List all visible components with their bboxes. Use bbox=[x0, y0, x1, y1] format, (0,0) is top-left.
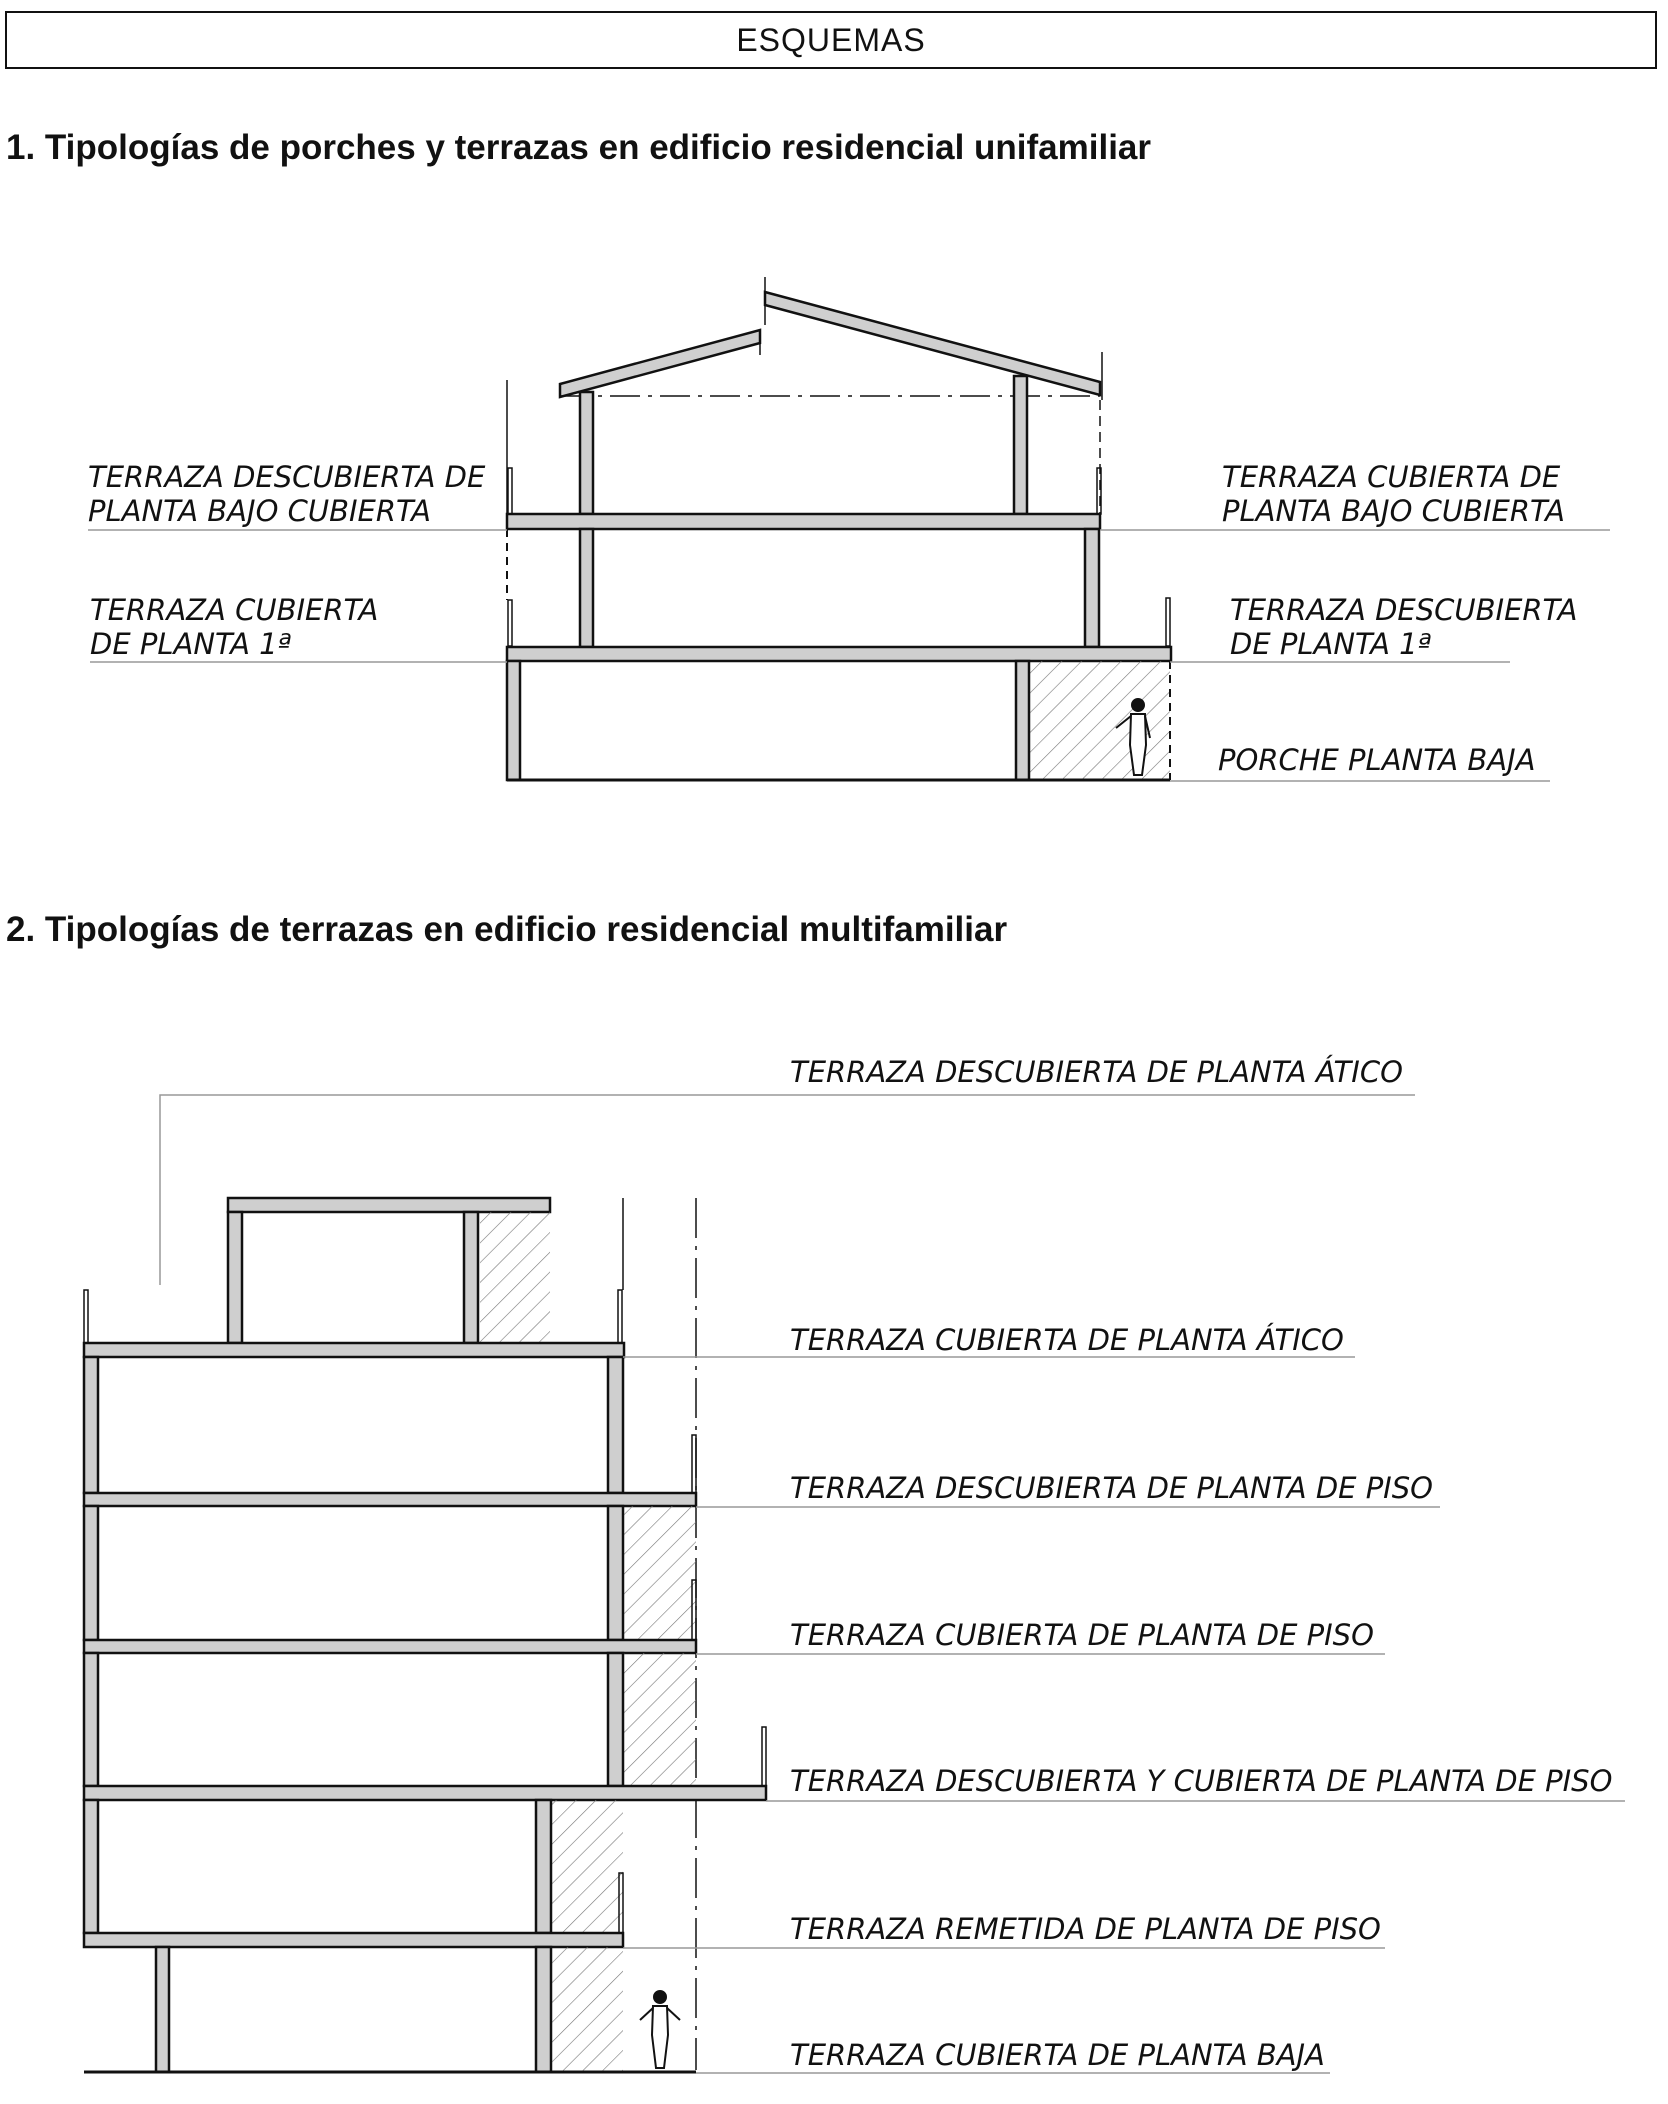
column bbox=[84, 1506, 98, 1640]
column bbox=[84, 1653, 98, 1786]
attic-hatch bbox=[480, 1212, 550, 1343]
label-cubierta-planta-1-1: TERRAZA CUBIERTA bbox=[90, 593, 379, 627]
column bbox=[1014, 376, 1027, 514]
label-remetida-piso: TERRAZA REMETIDA DE PLANTA DE PISO bbox=[790, 1912, 1381, 1946]
slab bbox=[507, 514, 1100, 529]
section1-title: 1. Tipologías de porches y terrazas en edificio residencial unifamiliar bbox=[6, 128, 1152, 167]
house-section-drawing bbox=[88, 277, 1610, 781]
column bbox=[536, 1947, 551, 2072]
section2-title: 2. Tipologías de terrazas en edificio residencial multifamiliar bbox=[6, 910, 1008, 949]
column bbox=[156, 1947, 169, 2072]
person-figure bbox=[640, 1991, 680, 2068]
label-descubierta-bajo-cubierta-1: TERRAZA DESCUBIERTA DE bbox=[88, 460, 486, 494]
slab bbox=[84, 1343, 624, 1357]
slab bbox=[84, 1640, 696, 1653]
column bbox=[1085, 529, 1099, 647]
column bbox=[84, 1800, 98, 1933]
column bbox=[608, 1653, 623, 1786]
label-cubierta-atico: TERRAZA CUBIERTA DE PLANTA ÁTICO bbox=[790, 1323, 1344, 1357]
label-descubierta-atico: TERRAZA DESCUBIERTA DE PLANTA ÁTICO bbox=[790, 1055, 1403, 1089]
column bbox=[507, 661, 520, 780]
column bbox=[1016, 661, 1029, 780]
floor-hatch bbox=[623, 1506, 696, 1640]
left-roof-slab bbox=[560, 330, 760, 397]
column bbox=[84, 1357, 98, 1493]
label-cubierta-baja: TERRAZA CUBIERTA DE PLANTA BAJA bbox=[790, 2038, 1325, 2072]
building-section-drawing bbox=[84, 1055, 1625, 2073]
column bbox=[580, 392, 593, 514]
label-cubierta-planta-1-2: DE PLANTA 1ª bbox=[90, 627, 292, 661]
label-descubierta-planta-1-1: TERRAZA DESCUBIERTA bbox=[1230, 593, 1578, 627]
column bbox=[608, 1357, 623, 1493]
label-descubierta-cubierta-piso: TERRAZA DESCUBIERTA Y CUBIERTA DE PLANTA DE PISO bbox=[790, 1764, 1613, 1798]
column bbox=[608, 1506, 623, 1640]
porch-hatch bbox=[1030, 661, 1170, 780]
slab bbox=[84, 1933, 623, 1947]
column bbox=[580, 529, 593, 647]
label-descubierta-planta-1-2: DE PLANTA 1ª bbox=[1230, 627, 1432, 661]
column bbox=[464, 1212, 478, 1343]
label-cubierta-bajo-cubierta-2: PLANTA BAJO CUBIERTA bbox=[1222, 494, 1565, 528]
slab bbox=[507, 647, 1171, 661]
floor-hatch bbox=[623, 1653, 696, 1786]
right-roof-slab bbox=[765, 292, 1100, 395]
label-cubierta-piso: TERRAZA CUBIERTA DE PLANTA DE PISO bbox=[790, 1618, 1374, 1652]
slab bbox=[84, 1786, 766, 1800]
ground-hatch bbox=[551, 1947, 623, 2072]
slab bbox=[228, 1198, 550, 1212]
floor-hatch bbox=[551, 1800, 623, 1933]
slab bbox=[84, 1493, 696, 1506]
label-cubierta-bajo-cubierta-1: TERRAZA CUBIERTA DE bbox=[1222, 460, 1561, 494]
column bbox=[536, 1800, 551, 1933]
label-descubierta-piso: TERRAZA DESCUBIERTA DE PLANTA DE PISO bbox=[790, 1471, 1433, 1505]
header-title: ESQUEMAS bbox=[5, 11, 1657, 69]
label-porche: PORCHE PLANTA BAJA bbox=[1218, 743, 1536, 777]
label-descubierta-bajo-cubierta-2: PLANTA BAJO CUBIERTA bbox=[88, 494, 431, 528]
column bbox=[228, 1212, 242, 1343]
